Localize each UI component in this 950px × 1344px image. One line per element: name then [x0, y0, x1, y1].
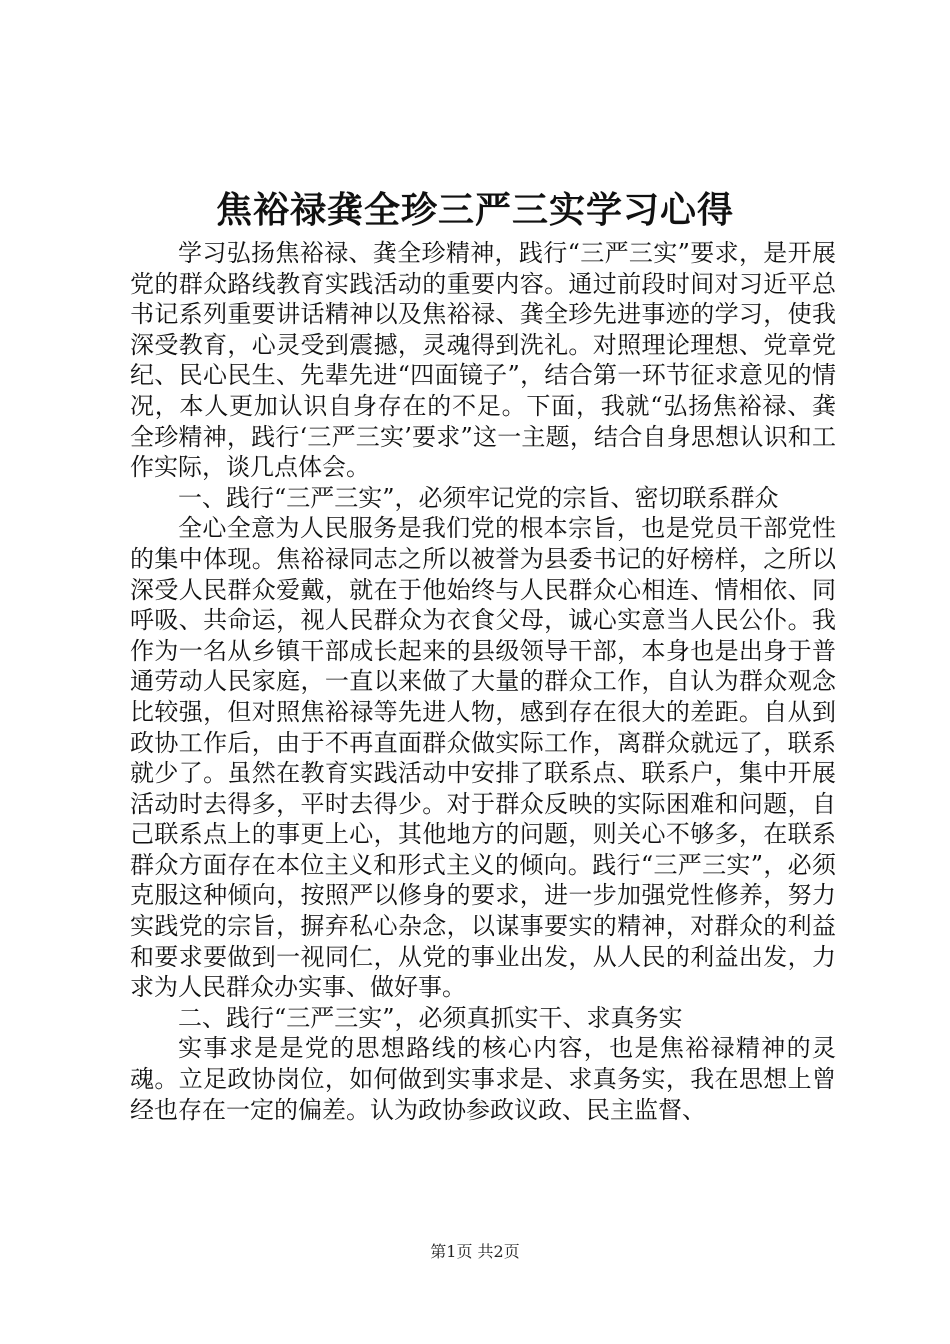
paragraph-section-1: 全心全意为人民服务是我们党的根本宗旨，也是党员干部党性的集中体现。焦裕禄同志之所以被誉为县委书记的好榜样，之所以深受人民群众爱戴，就在于他始终与人民群众心相连、情相依、同呼吸、共命运，视人民群众为衣食父母，诚心实意当人民公仆。我作为一名从乡镇干部成长起来的县级领导干部，本身也是出身于普通劳动人民家庭，一直以来做了大量的群众工作，自认为群众观念比较强，但对照焦裕禄等先进人物，感到存在很大的差距。自从到政协工作后，由于不再直面群众做实际工作，离群众就远了，联系就少了。虽然在教育实践活动中安排了联系点、联系户，集中开展活动时去得多，平时去得少。对于群众反映的实际困难和问题，自己联系点上的事更上心，其他地方的问题，则关心不够多，在联系群众方面存在本位主义和形式主义的倾向。践行“三严三实”，必须克服这种倾向，按照严以修身的要求，进一步加强党性修养，努力实践党的宗旨，摒弃私心杂念，以谋事要实的精神，对群众的利益和要求要做到一视同仁，从党的事业出发，从人民的利益出发，力求为人民群众办实事、做好事。 — [130, 514, 836, 1002]
section-heading-1: 一、践行“三严三实”，必须牢记党的宗旨、密切联系群众 — [178, 483, 779, 512]
paragraph-intro: 学习弘扬焦裕禄、龚全珍精神，践行“三严三实”要求，是开展党的群众路线教育实践活动的重要内容。通过前段时间对习近平总书记系列重要讲话精神以及焦裕禄、龚全珍先进事迹的学习，使我深受教育，心灵受到震撼，灵魂得到洗礼。对照理论理想、党章党纪、民心民生、先辈先进“四面镜子”，结合第一环节征求意见的情况，本人更加认识自身存在的不足。下面，我就“弘扬焦裕禄、龚全珍精神，践行‘三严三实’要求”这一主题，结合自身思想认识和工作实际，谈几点体会。 — [130, 239, 836, 482]
paragraph-section-2: 实事求是是党的思想路线的核心内容，也是焦裕禄精神的灵魂。立足政协岗位，如何做到实事求是、求真务实，我在思想上曾经也存在一定的偏差。认为政协参政议政、民主监督、 — [130, 1034, 836, 1124]
section-heading-2: 二、践行“三严三实”，必须真抓实干、求真务实 — [178, 1003, 683, 1032]
document-title: 焦裕禄龚全珍三严三实学习心得 — [215, 189, 734, 231]
page-footer: 第1页 共2页 — [430, 1242, 520, 1261]
document-body — [130, 238, 836, 1125]
